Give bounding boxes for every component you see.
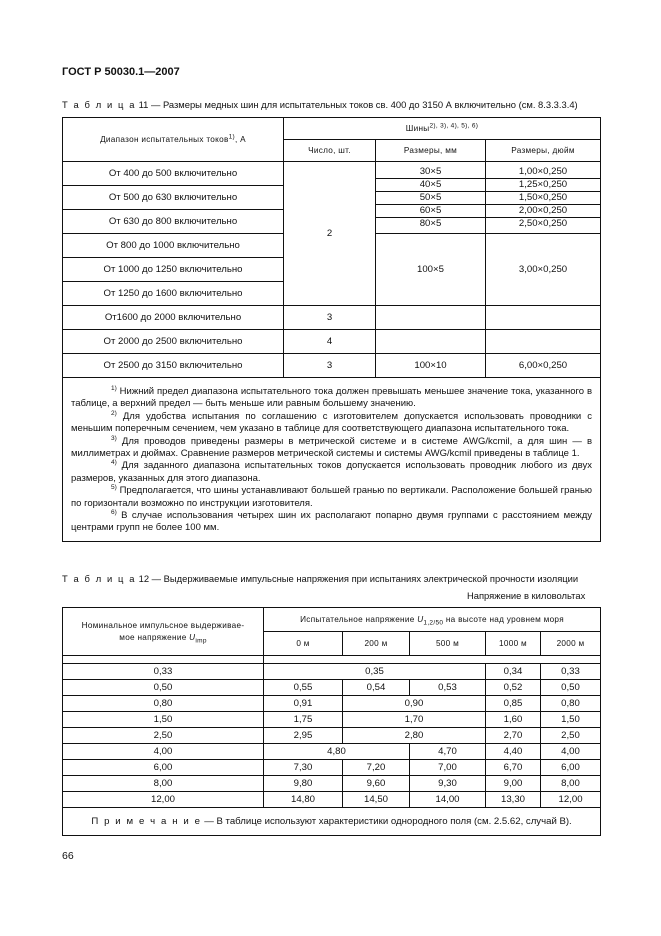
- t12-alt-header: 0 м: [264, 632, 343, 656]
- t12-alt-header: 200 м: [343, 632, 410, 656]
- t11-range: От 2500 до 3150 включительно: [63, 354, 284, 378]
- table-row: 0,50 0,55 0,54 0,53 0,52 0,50: [63, 680, 601, 696]
- table11-caption-text: 11 — Размеры медных шин для испытательных токов св. 400 до 3150 А включительно (см. 8.3.3.3.4): [136, 99, 578, 110]
- t11-range: От 2000 до 2500 включительно: [63, 330, 284, 354]
- t11-range: От 1000 до 1250 включительно: [63, 258, 284, 282]
- table-row: 6,00 7,30 7,20 7,00 6,70 6,00: [63, 760, 601, 776]
- t11-count-group: 2: [284, 162, 376, 306]
- t11-inch-group: 3,00×0,250: [486, 234, 601, 306]
- t11-header-count: Число, шт.: [284, 140, 376, 162]
- t12-alt-header: 1000 м: [486, 632, 541, 656]
- table12-caption-text: 12 — Выдерживаемые импульсные напряжения при испытаниях электрической прочности изоляции: [136, 573, 579, 584]
- t11-count: 3: [284, 354, 376, 378]
- page-number: 66: [62, 850, 74, 862]
- table-row: 0,80 0,91 0,90 0,85 0,80: [63, 696, 601, 712]
- table-11: [62, 117, 601, 542]
- t11-range: От 400 до 500 включительно: [63, 162, 284, 186]
- t11-empty: [376, 330, 486, 354]
- t11-mm-stack: 30×5 40×5 50×5 60×5 80×5: [376, 162, 486, 234]
- table-row: 2,50 2,95 2,80 2,70 2,50: [63, 728, 601, 744]
- table-row: 4,00 4,80 4,70 4,40 4,00: [63, 744, 601, 760]
- t11-mm-2500: 100×10: [376, 354, 486, 378]
- t11-header-bars: Шины$^{2), 3), 4), 5), 6)}$: [284, 118, 601, 140]
- t11-mm-group: 100×5: [376, 234, 486, 306]
- t11-footnotes: [63, 378, 601, 542]
- t11-inch-2500: 6,00×0,250: [486, 354, 601, 378]
- table-row: 0,33 0,35 0,34 0,33: [63, 664, 601, 680]
- t11-empty: [486, 306, 601, 330]
- table12-unit-note: Напряжение в киловольтах: [467, 590, 586, 601]
- t12-alt-header: 2000 м: [541, 632, 601, 656]
- t11-inch-stack: 1,00×0,250 1,25×0,250 1,50×0,250 2,00×0,250 2,50×0,250: [486, 162, 601, 234]
- t11-count: 3: [284, 306, 376, 330]
- footnote: $^{4)}$ Для заданного диапазона испытательных токов допускается использовать проводник любого из двух размеров, указанных для этого диапазона.: [71, 459, 593, 484]
- t11-range: От1600 до 2000 включительно: [63, 306, 284, 330]
- t11-header-size-in: Размеры, дюйм: [486, 140, 601, 162]
- footnote: $^{1)}$ Нижний предел диапазона испытательного тока должен превышать меньшее значение тока, указанного в таблице, а верхний предел — быть меньше или равным большему значению.: [71, 384, 593, 410]
- t11-header-range: Диапазон испытательных токов$^{1)}$, А: [63, 118, 284, 162]
- t11-empty: [486, 330, 601, 354]
- t12-alt-header: 500 м: [410, 632, 486, 656]
- t11-range: От 800 до 1000 включительно: [63, 234, 284, 258]
- t12-note: П р и м е ч а н и е — В таблице используют характеристики однородного поля (см. 2.5.62, случай B).: [63, 808, 601, 836]
- table12-caption: [62, 573, 578, 584]
- t11-range: От 500 до 630 включительно: [63, 186, 284, 210]
- t12-header-nominal: Номинальное импульсное выдерживае- мое напряжение $U_{imp}$: [63, 608, 264, 656]
- footnote: $^{6)}$ В случае использования четырех шин их располагают попарно двумя группами с расстоянием между центрами групп не более 100 мм.: [71, 508, 593, 534]
- table-row: 1,50 1,75 1,70 1,60 1,50: [63, 712, 601, 728]
- t11-header-size-mm: Размеры, мм: [376, 140, 486, 162]
- table-12: [62, 607, 601, 836]
- footnote: $^{5)}$ Предполагается, что шины устанавливают большей гранью по вертикали. Расположение большей гранью по горизонтали возможно по инструкции изготовителя.: [71, 484, 593, 509]
- t11-range: От 630 до 800 включительно: [63, 210, 284, 234]
- table-row: 12,00 14,80 14,50 14,00 13,30 12,00: [63, 792, 601, 808]
- standard-header: ГОСТ Р 50030.1—2007: [62, 66, 180, 78]
- table11-caption-label: Т а б л и ц а: [62, 99, 137, 110]
- footnote: $^{2)}$ Для удобства испытания по соглашению с изготовителем допускается использовать проводники с меньшим поперечным сечением, чем указано в таблице для соответствующего диапазона испытательного тока.: [71, 409, 593, 435]
- t12-spacer: [63, 656, 264, 664]
- t11-range: От 1250 до 1600 включительно: [63, 282, 284, 306]
- t11-empty: [376, 306, 486, 330]
- t12-header-test: Испытательное напряжение $U_{1,2/50}$ на высоте над уровнем моря: [264, 608, 601, 632]
- table-row: 8,00 9,80 9,60 9,30 9,00 8,00: [63, 776, 601, 792]
- t12-spacer: [264, 656, 601, 664]
- table11-caption: [62, 99, 578, 110]
- t11-count: 4: [284, 330, 376, 354]
- footnote: $^{3)}$ Для проводов приведены размеры в метрической системе и в системе AWG/kcmil, а для шин — в миллиметрах и дюймах. Сравнение размеров метрической системы и системы AWG/kcmil приведены в таблице 1.: [71, 434, 593, 460]
- table12-caption-label: Т а б л и ц а: [62, 573, 137, 584]
